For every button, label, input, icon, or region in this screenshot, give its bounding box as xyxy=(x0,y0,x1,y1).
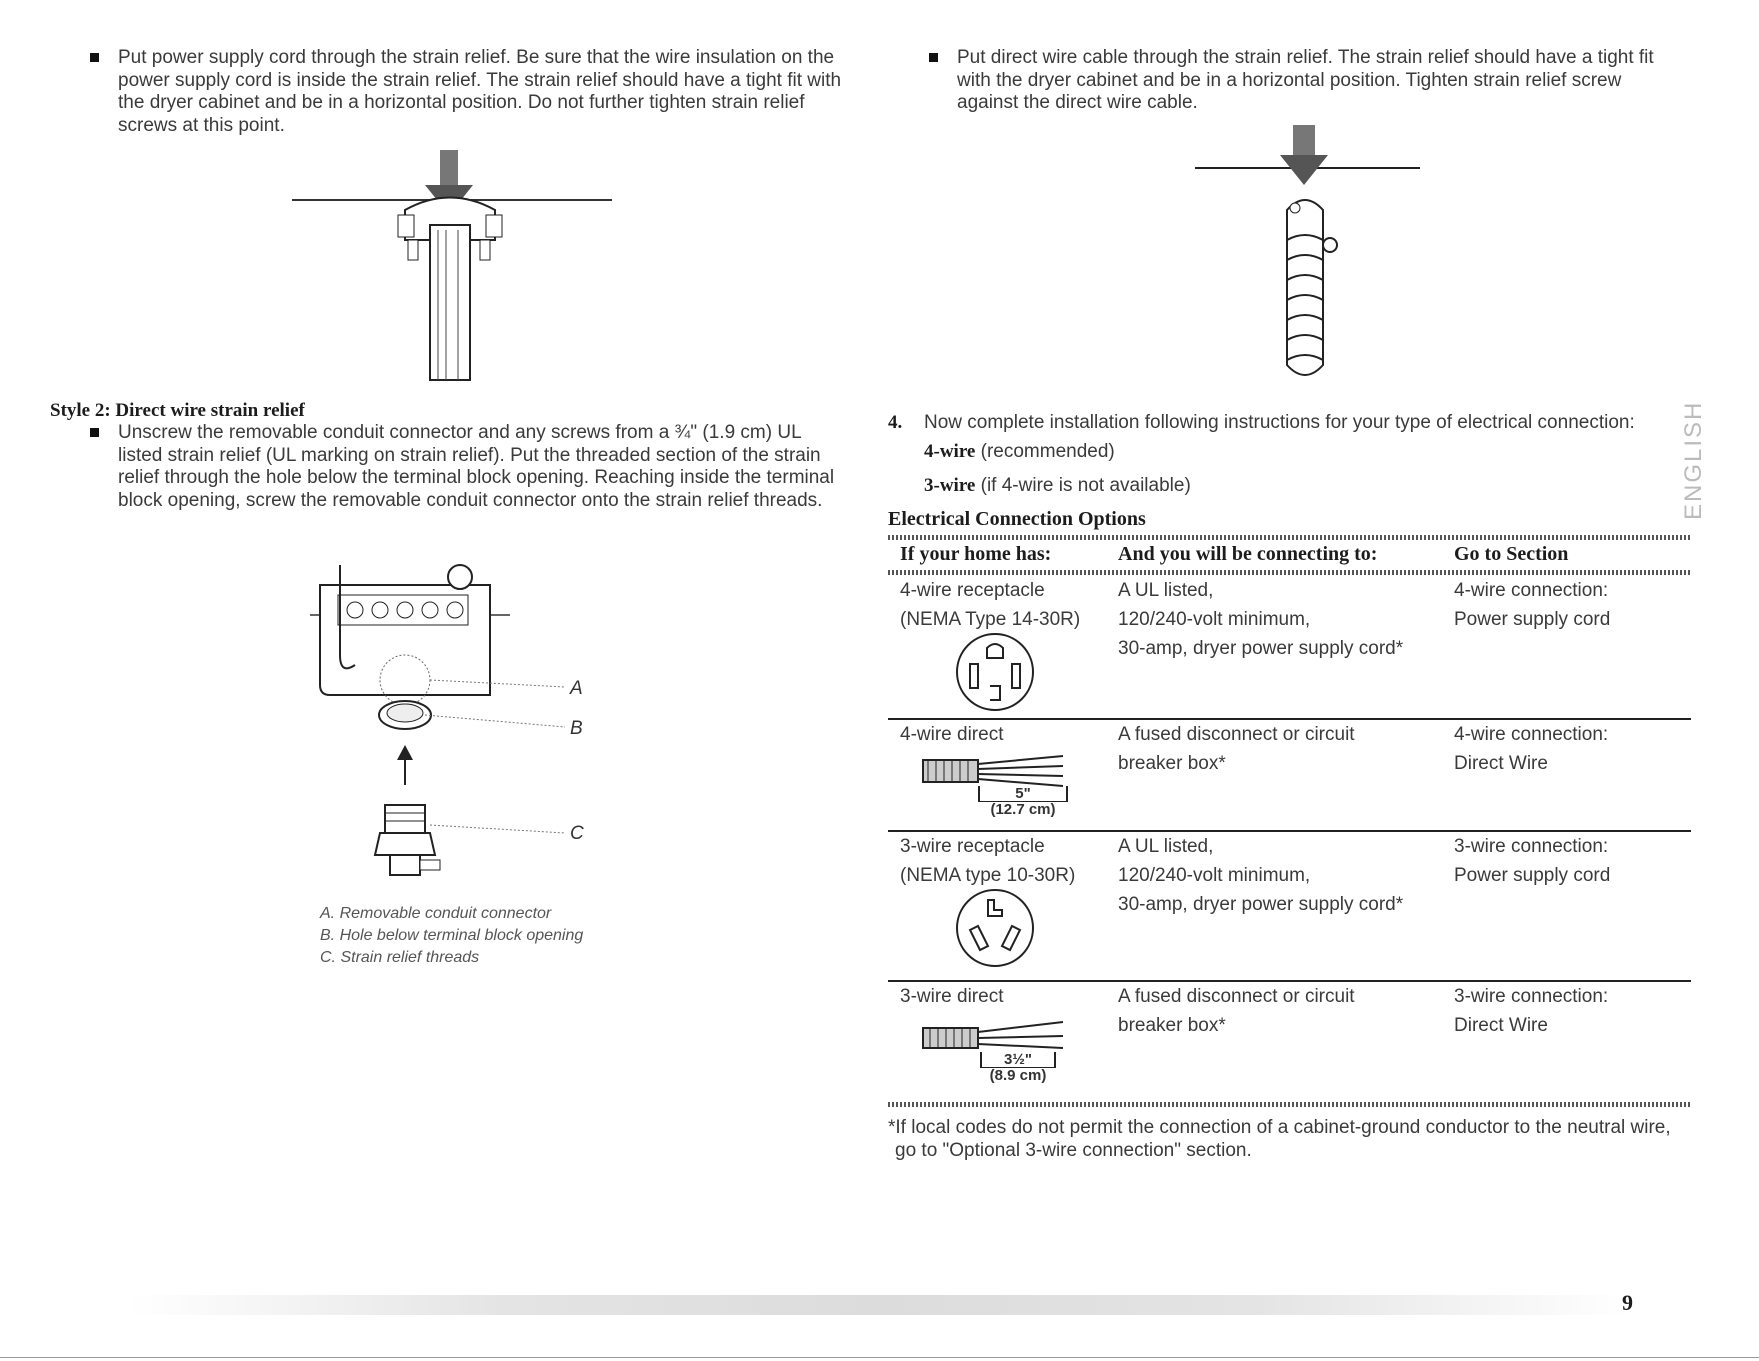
row1-connecting-line1: A UL listed, xyxy=(1118,580,1214,601)
row4-dimension xyxy=(980,1052,1056,1083)
row2-section-line1: 4-wire connection: xyxy=(1454,724,1609,745)
option-4-wire-note: (recommended) xyxy=(975,441,1115,462)
table-header-section: Go to Section xyxy=(1454,543,1569,565)
left-bullet-2: Unscrew the removable conduit connector and any screws from a ¾" (1.9 cm) UL listed strain relief (UL marking on strain relief). Put the threaded section of the strain relief through the hole below the terminal block opening. Reaching inside the terminal block opening, screw the removable conduit connector onto the strain relief threads. xyxy=(118,422,848,512)
figure-label-b: B xyxy=(570,718,583,739)
row2-connecting-line2: breaker box* xyxy=(1118,753,1226,774)
row3-section-line1: 3-wire connection: xyxy=(1454,836,1609,857)
power-cord-strain-relief-figure xyxy=(290,145,620,385)
option-4-wire-bold: 4-wire xyxy=(924,441,976,462)
row3-connecting-line3: 30-amp, dryer power supply cord* xyxy=(1118,894,1404,915)
option-3-wire-note: (if 4-wire is not available) xyxy=(975,475,1191,496)
row3-section-line2: Power supply cord xyxy=(1454,865,1611,886)
row4-dimension-in: 3½" xyxy=(980,1052,1056,1068)
row4-connecting xyxy=(1118,982,1355,1040)
table-header-connecting: And you will be connecting to: xyxy=(1118,543,1378,565)
figure-caption-c: C. Strain relief threads xyxy=(320,949,480,966)
row4-dimension-cm: (8.9 cm) xyxy=(989,1067,1047,1084)
table-title: Electrical Connection Options xyxy=(888,508,1146,530)
row1-connecting-line3: 30-amp, dryer power supply cord* xyxy=(1118,638,1404,659)
terminal-block-strain-relief-figure xyxy=(300,555,570,885)
figure-caption-a: A. Removable conduit connector xyxy=(320,905,552,922)
three-prong-receptacle-icon xyxy=(948,886,1042,970)
row4-connecting-line1: A fused disconnect or circuit xyxy=(1118,986,1355,1007)
row2-dimension-in: 5" xyxy=(978,786,1068,802)
row2-section xyxy=(1454,720,1608,778)
option-3-wire-bold: 3-wire xyxy=(924,475,976,496)
figure-caption-b: B. Hole below terminal block opening xyxy=(320,927,584,944)
figure-label-c: C xyxy=(570,823,584,844)
step-number: 4. xyxy=(888,412,903,433)
row1-home xyxy=(900,576,1080,634)
footer-decorative-band xyxy=(130,1295,1630,1315)
row1-home-line2: (NEMA Type 14-30R) xyxy=(900,609,1081,630)
row2-home xyxy=(900,720,1003,749)
row1-connecting xyxy=(1118,576,1403,663)
row4-section-line1: 3-wire connection: xyxy=(1454,986,1609,1007)
row3-connecting-line2: 120/240-volt minimum, xyxy=(1118,865,1311,886)
row2-connecting xyxy=(1118,720,1355,778)
row2-dimension-cm: (12.7 cm) xyxy=(990,801,1056,818)
table-header-rule xyxy=(888,570,1691,575)
row1-section-line2: Power supply cord xyxy=(1454,609,1611,630)
footnote: *If local codes do not permit the connection of a cabinet-ground conductor to the neutral wire, go to "Optional 3-wire connection" section. xyxy=(888,1117,1671,1161)
page-number: 9 xyxy=(1622,1290,1633,1315)
table-top-rule xyxy=(888,535,1691,540)
figure-label-a: A xyxy=(570,678,583,699)
row3-home-line2: (NEMA type 10-30R) xyxy=(900,865,1076,886)
row1-section xyxy=(1454,576,1610,634)
style2-heading: Style 2: Direct wire strain relief xyxy=(50,400,305,421)
row4-connecting-line2: breaker box* xyxy=(1118,1015,1226,1036)
row1-section-line1: 4-wire connection: xyxy=(1454,580,1609,601)
row3-section xyxy=(1454,832,1610,890)
left-bullet-1: Put power supply cord through the strain relief. Be sure that the wire insulation on the power supply cord is inside the strain relief. The strain relief should have a tight fit with the dryer cabinet and be in a horizontal position. Do not further tighten strain relief screws at this point. xyxy=(118,47,848,137)
row4-section-line2: Direct Wire xyxy=(1454,1015,1548,1036)
row1-home-line1: 4-wire receptacle xyxy=(900,580,1045,601)
right-bullet-1: Put direct wire cable through the strain relief. The strain relief should have a tight fit with the dryer cabinet and be in a horizontal position. Tighten strain relief screw against the direct wire cable. xyxy=(957,47,1677,115)
row1-connecting-line2: 120/240-volt minimum, xyxy=(1118,609,1311,630)
row3-home xyxy=(900,832,1075,890)
row2-home-line1: 4-wire direct xyxy=(900,724,1004,745)
table-header-home: If your home has: xyxy=(900,543,1052,565)
row4-home-line1: 3-wire direct xyxy=(900,986,1004,1007)
language-side-tab: ENGLISH xyxy=(1680,400,1707,520)
row4-section xyxy=(1454,982,1608,1040)
table-bottom-rule xyxy=(888,1102,1691,1107)
row2-section-line2: Direct Wire xyxy=(1454,753,1548,774)
direct-wire-strain-relief-figure xyxy=(1195,120,1435,390)
option-3-wire xyxy=(924,475,1191,498)
option-4-wire xyxy=(924,441,1115,464)
row4-home xyxy=(900,982,1003,1011)
bottom-edge-rule xyxy=(0,1357,1759,1358)
four-prong-receptacle-icon xyxy=(948,630,1042,714)
row2-dimension xyxy=(978,786,1068,817)
row3-home-line1: 3-wire receptacle xyxy=(900,836,1045,857)
row3-connecting xyxy=(1118,832,1403,919)
row2-connecting-line1: A fused disconnect or circuit xyxy=(1118,724,1355,745)
row3-connecting-line1: A UL listed, xyxy=(1118,836,1214,857)
step-text: Now complete installation following instructions for your type of electrical connection: xyxy=(924,412,1635,433)
